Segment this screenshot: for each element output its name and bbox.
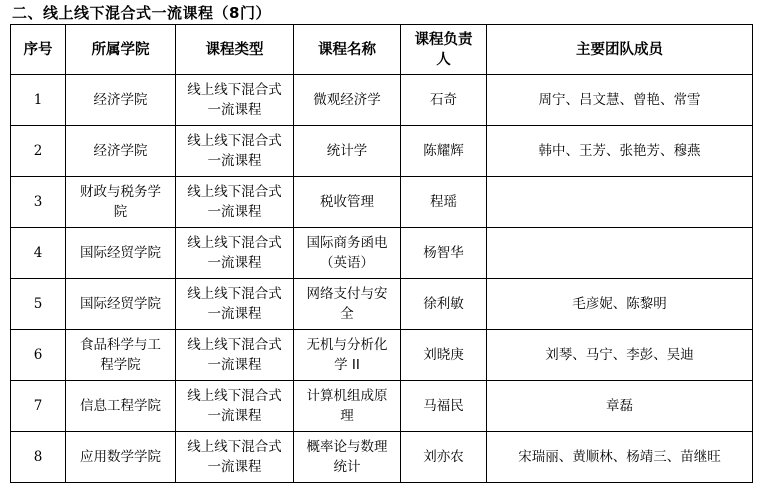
cell-type: 线上线下混合式一流课程 [176,75,294,126]
cell-index: 7 [11,381,66,432]
header-index: 序号 [11,25,66,75]
table-row [11,75,753,126]
cell-members: 韩中、王芳、张艳芳、穆燕 [487,126,753,177]
cell-course: 无机与分析化学 II [294,330,401,381]
cell-index: 4 [11,228,66,279]
header-leader: 课程负责人 [401,25,487,75]
table-row [11,432,753,483]
cell-leader: 石奇 [401,75,487,126]
cell-type: 线上线下混合式一流课程 [176,177,294,228]
header-course: 课程名称 [294,25,401,75]
cell-members: 章磊 [487,381,753,432]
cell-college: 国际经贸学院 [66,279,176,330]
cell-index: 1 [11,75,66,126]
cell-course: 统计学 [294,126,401,177]
cell-type: 线上线下混合式一流课程 [176,228,294,279]
table-row [11,177,753,228]
cell-college: 应用数学学院 [66,432,176,483]
cell-leader: 陈耀辉 [401,126,487,177]
table-row [11,381,753,432]
cell-members [487,177,753,228]
cell-course: 网络支付与安全 [294,279,401,330]
cell-members: 周宁、吕文慧、曾艳、常雪 [487,75,753,126]
table-row [11,126,753,177]
cell-index: 6 [11,330,66,381]
cell-college: 财政与税务学院 [66,177,176,228]
cell-type: 线上线下混合式一流课程 [176,279,294,330]
cell-members: 毛彦妮、陈黎明 [487,279,753,330]
cell-leader: 马福民 [401,381,487,432]
header-type: 课程类型 [176,25,294,75]
cell-college: 信息工程学院 [66,381,176,432]
header-members: 主要团队成员 [487,25,753,75]
cell-college: 食品科学与工程学院 [66,330,176,381]
cell-course: 概率论与数理统计 [294,432,401,483]
section-title: 二、线上线下混合式一流课程（8门） [12,4,271,22]
cell-leader: 徐利敏 [401,279,487,330]
cell-members: 刘琴、马宁、李彭、吴迪 [487,330,753,381]
cell-college: 经济学院 [66,126,176,177]
cell-leader: 程瑶 [401,177,487,228]
cell-course: 税收管理 [294,177,401,228]
cell-type: 线上线下混合式一流课程 [176,432,294,483]
cell-leader: 杨智华 [401,228,487,279]
table-row [11,330,753,381]
table-row [11,228,753,279]
cell-college: 国际经贸学院 [66,228,176,279]
cell-type: 线上线下混合式一流课程 [176,381,294,432]
cell-members [487,228,753,279]
cell-type: 线上线下混合式一流课程 [176,330,294,381]
table-row [11,279,753,330]
cell-index: 8 [11,432,66,483]
cell-index: 3 [11,177,66,228]
cell-index: 5 [11,279,66,330]
course-table [10,24,753,483]
cell-college: 经济学院 [66,75,176,126]
cell-leader: 刘亦农 [401,432,487,483]
header-row [11,25,753,75]
cell-index: 2 [11,126,66,177]
cell-leader: 刘晓庚 [401,330,487,381]
cell-course: 计算机组成原理 [294,381,401,432]
cell-course: 微观经济学 [294,75,401,126]
header-college: 所属学院 [66,25,176,75]
cell-members: 宋瑞丽、黄顺林、杨靖三、苗继旺 [487,432,753,483]
cell-type: 线上线下混合式一流课程 [176,126,294,177]
cell-course: 国际商务函电（英语） [294,228,401,279]
